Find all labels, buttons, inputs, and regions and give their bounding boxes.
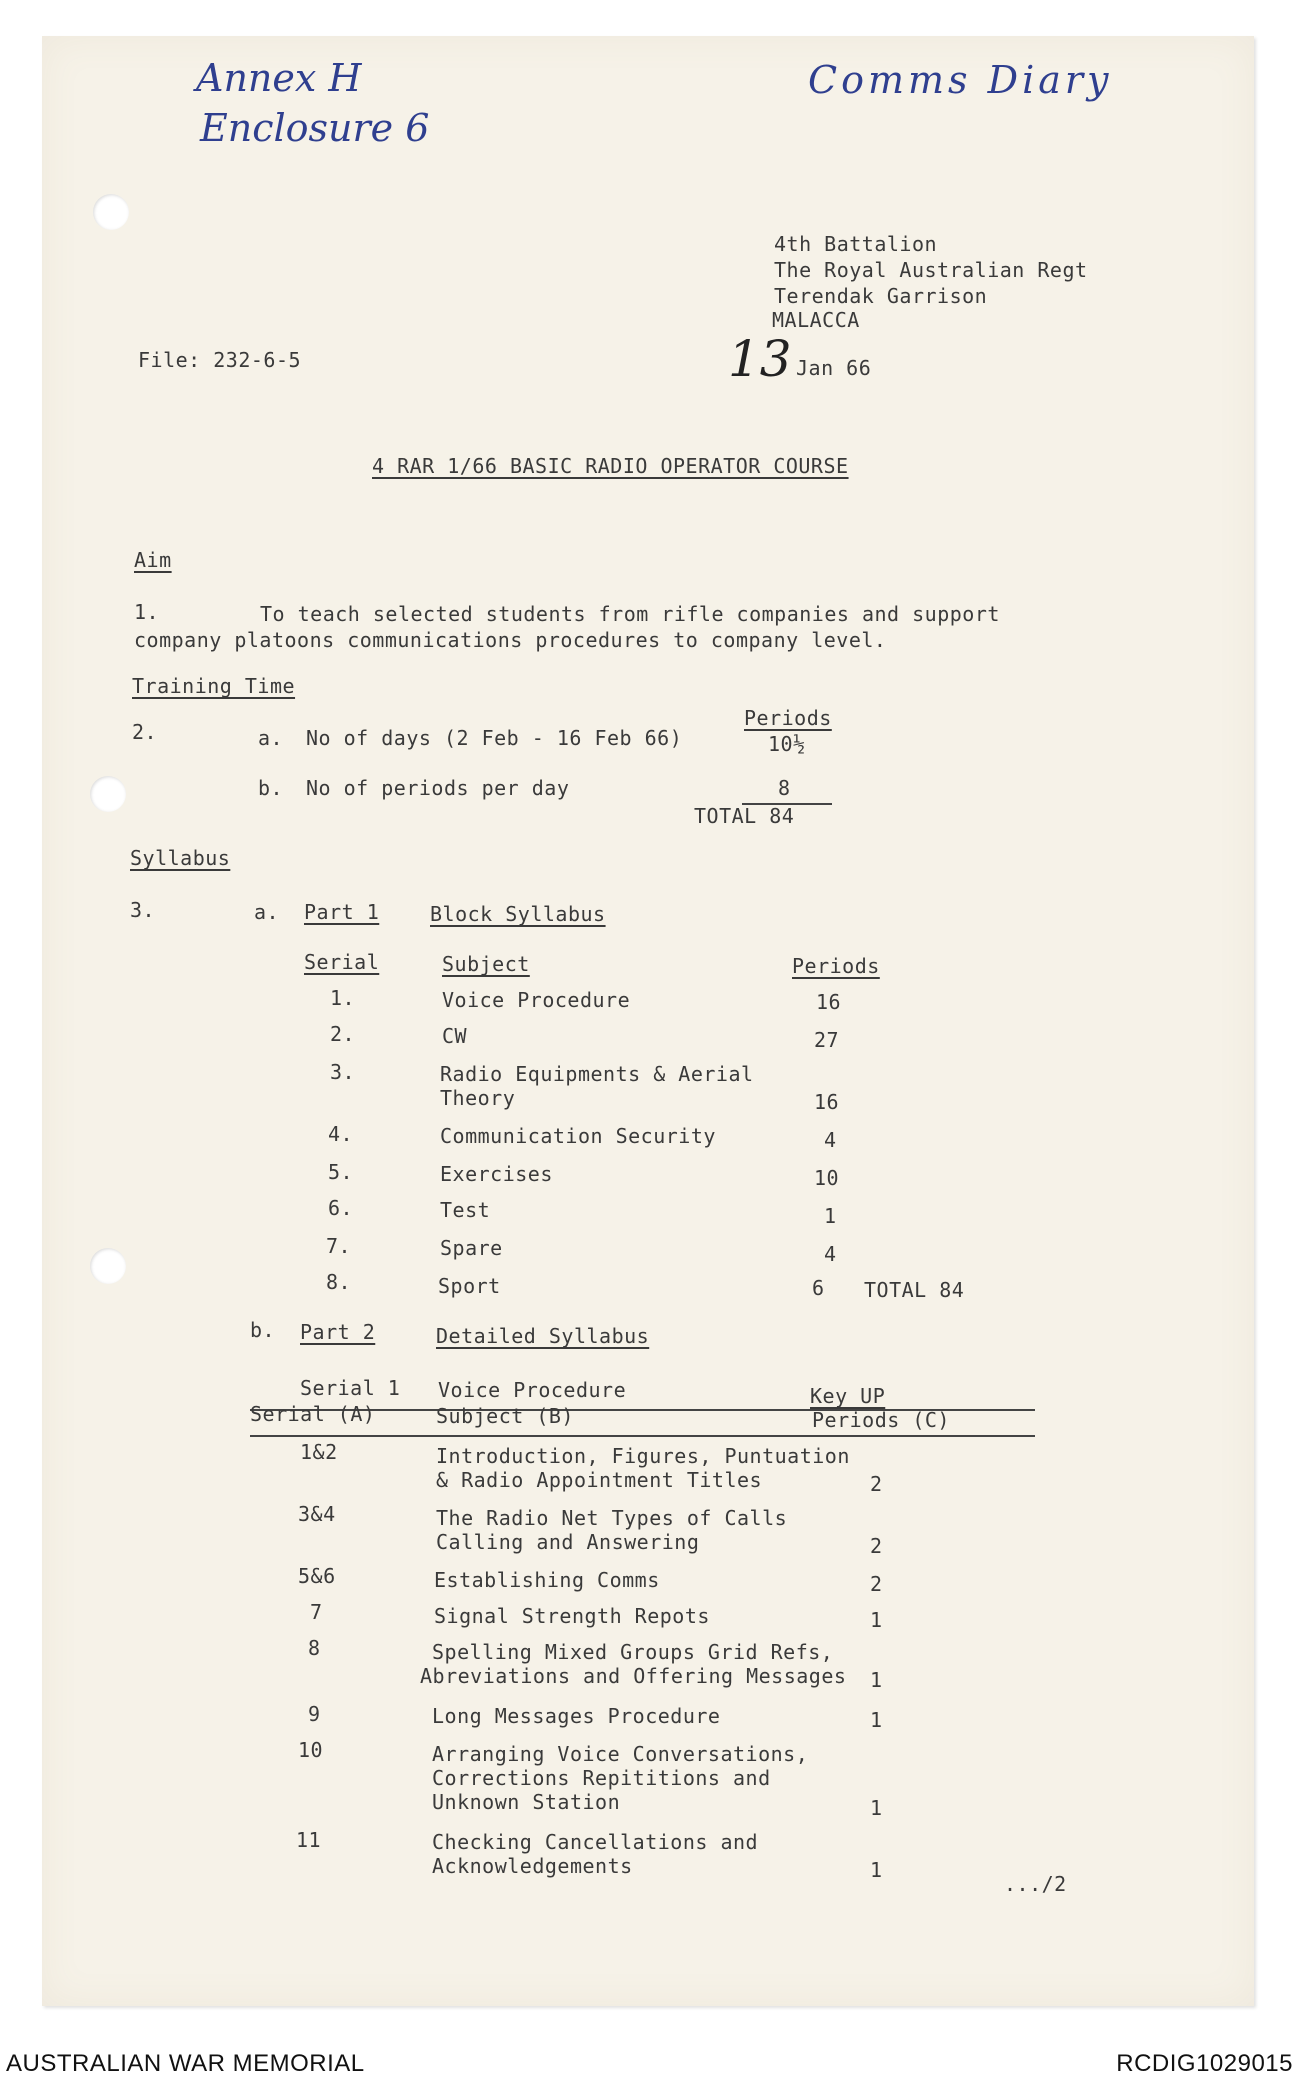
- detail-subject: Checking Cancellations and: [432, 1830, 759, 1854]
- block-serial: 8.: [326, 1270, 352, 1294]
- address-line: Terendak Garrison: [774, 284, 988, 308]
- block-subject: Communication Security: [440, 1124, 716, 1148]
- detail-periods: 1: [870, 1858, 883, 1882]
- block-serial: 4.: [328, 1122, 354, 1146]
- address-line: 4th Battalion: [774, 232, 938, 256]
- key-up-header: Key UP: [810, 1384, 886, 1408]
- detail-subject: Establishing Comms: [434, 1568, 660, 1592]
- block-serial: 1.: [330, 986, 356, 1010]
- block-subject: Sport: [438, 1274, 501, 1298]
- block-periods: 1: [824, 1204, 837, 1228]
- detail-subject: The Radio Net Types of Calls: [436, 1506, 788, 1530]
- handwritten-diary-label: Comms Diary: [808, 58, 1113, 102]
- item-label: a.: [258, 726, 284, 750]
- periods-per-day-text: No of periods per day: [306, 776, 570, 800]
- document-date: Jan 66: [796, 356, 872, 380]
- part2-label: Part 2: [300, 1320, 376, 1344]
- column-header-serial: Serial: [304, 950, 380, 974]
- aim-text: company platoons communications procedures to company level.: [134, 628, 887, 652]
- block-subject: Radio Equipments & Aerial: [440, 1062, 754, 1086]
- block-periods: 16: [814, 1090, 840, 1114]
- training-days-value: 10½: [768, 732, 806, 756]
- block-periods: 27: [814, 1028, 840, 1052]
- detail-periods: 2: [870, 1534, 883, 1558]
- column-header-subject: Subject: [442, 952, 530, 976]
- block-serial: 7.: [326, 1234, 352, 1258]
- block-periods: 16: [816, 990, 842, 1014]
- block-subject: Test: [440, 1198, 491, 1222]
- detail-subject: Signal Strength Repots: [434, 1604, 710, 1628]
- para-number: 2.: [132, 720, 158, 744]
- training-days-text: No of days (2 Feb - 16 Feb 66): [306, 726, 683, 750]
- item-label: b.: [250, 1318, 276, 1342]
- block-periods: 10: [814, 1166, 840, 1190]
- handwritten-date-day: 13: [728, 330, 792, 388]
- detail-periods: 1: [870, 1708, 883, 1732]
- aim-text: To teach selected students from rifle companies and support: [260, 602, 1000, 626]
- periods-per-day-value: 8: [778, 776, 791, 800]
- detail-serial: 8: [308, 1636, 321, 1660]
- detail-periods: 1: [870, 1608, 883, 1632]
- block-subject: Voice Procedure: [442, 988, 631, 1012]
- footer-record-id: RCDIG1029015: [1116, 2050, 1293, 2077]
- detail-subject-continued: Calling and Answering: [436, 1530, 700, 1554]
- detail-serial: 1&2: [300, 1440, 338, 1464]
- block-serial: 5.: [328, 1160, 354, 1184]
- para-number: 1.: [134, 600, 160, 624]
- detail-periods: 2: [870, 1472, 883, 1496]
- file-reference: File: 232-6-5: [138, 348, 302, 372]
- block-serial: 3.: [330, 1060, 356, 1084]
- training-total: TOTAL 84: [694, 804, 795, 828]
- detail-periods: 1: [870, 1668, 883, 1692]
- block-subject: CW: [442, 1024, 468, 1048]
- detail-subject-continued: Abreviations and Offering Messages: [420, 1664, 847, 1688]
- detail-serial: 5&6: [298, 1564, 336, 1588]
- column-header-periods: Periods (C): [812, 1408, 950, 1432]
- block-serial: 6.: [328, 1196, 354, 1220]
- column-header-serial: Serial (A): [250, 1402, 376, 1426]
- punch-hole: [90, 1248, 126, 1284]
- section-heading-training: Training Time: [132, 674, 296, 698]
- detail-subject: Long Messages Procedure: [432, 1704, 721, 1728]
- detail-subject: Spelling Mixed Groups Grid Refs,: [432, 1640, 834, 1664]
- item-label: a.: [254, 900, 280, 924]
- block-total: TOTAL 84: [864, 1278, 965, 1302]
- detail-subject-continued: Corrections Repititions and: [432, 1766, 771, 1790]
- part1-title: Block Syllabus: [430, 902, 606, 926]
- detail-subject-continued: & Radio Appointment Titles: [436, 1468, 763, 1492]
- block-periods: 4: [824, 1128, 837, 1152]
- block-serial: 2.: [330, 1022, 356, 1046]
- handwritten-enclosure: Enclosure 6: [200, 106, 430, 150]
- part1-label: Part 1: [304, 900, 380, 924]
- detail-serial: 3&4: [298, 1502, 336, 1526]
- para-number: 3.: [130, 898, 156, 922]
- document-title: 4 RAR 1/66 BASIC RADIO OPERATOR COURSE: [372, 454, 849, 478]
- block-periods: 6: [812, 1276, 825, 1300]
- section-heading-aim: Aim: [134, 548, 172, 572]
- footer-archive-name: AUSTRALIAN WAR MEMORIAL: [6, 2050, 365, 2077]
- detail-periods: 2: [870, 1572, 883, 1596]
- block-periods: 4: [824, 1242, 837, 1266]
- table-header-rule: [250, 1435, 1035, 1437]
- block-subject: Spare: [440, 1236, 503, 1260]
- punch-hole: [93, 194, 129, 230]
- detail-serial: 9: [308, 1702, 321, 1726]
- item-label: b.: [258, 776, 284, 800]
- detail-subject: Arranging Voice Conversations,: [432, 1742, 809, 1766]
- detail-serial: 11: [296, 1828, 322, 1852]
- detail-subject: Introduction, Figures, Puntuation: [436, 1444, 850, 1468]
- address-line: MALACCA: [772, 308, 860, 332]
- detail-subject-continued: Acknowledgements: [432, 1854, 633, 1878]
- detail-periods: 1: [870, 1796, 883, 1820]
- block-subject: Exercises: [440, 1162, 553, 1186]
- column-header-periods: Periods: [792, 954, 880, 978]
- periods-header: Periods: [744, 706, 832, 730]
- address-line: The Royal Australian Regt: [774, 258, 1088, 282]
- section-heading-syllabus: Syllabus: [130, 846, 231, 870]
- serial-group-title: Voice Procedure: [438, 1378, 627, 1402]
- punch-hole: [90, 776, 126, 812]
- detail-serial: 10: [298, 1738, 324, 1762]
- continuation-marker: .../2: [1004, 1872, 1067, 1896]
- detail-subject-continued: Unknown Station: [432, 1790, 621, 1814]
- block-subject-continued: Theory: [440, 1086, 516, 1110]
- handwritten-annex: Annex H: [196, 56, 362, 100]
- serial-group: Serial 1: [300, 1376, 401, 1400]
- detail-serial: 7: [310, 1600, 323, 1624]
- column-header-subject: Subject (B): [436, 1404, 574, 1428]
- part2-title: Detailed Syllabus: [436, 1324, 650, 1348]
